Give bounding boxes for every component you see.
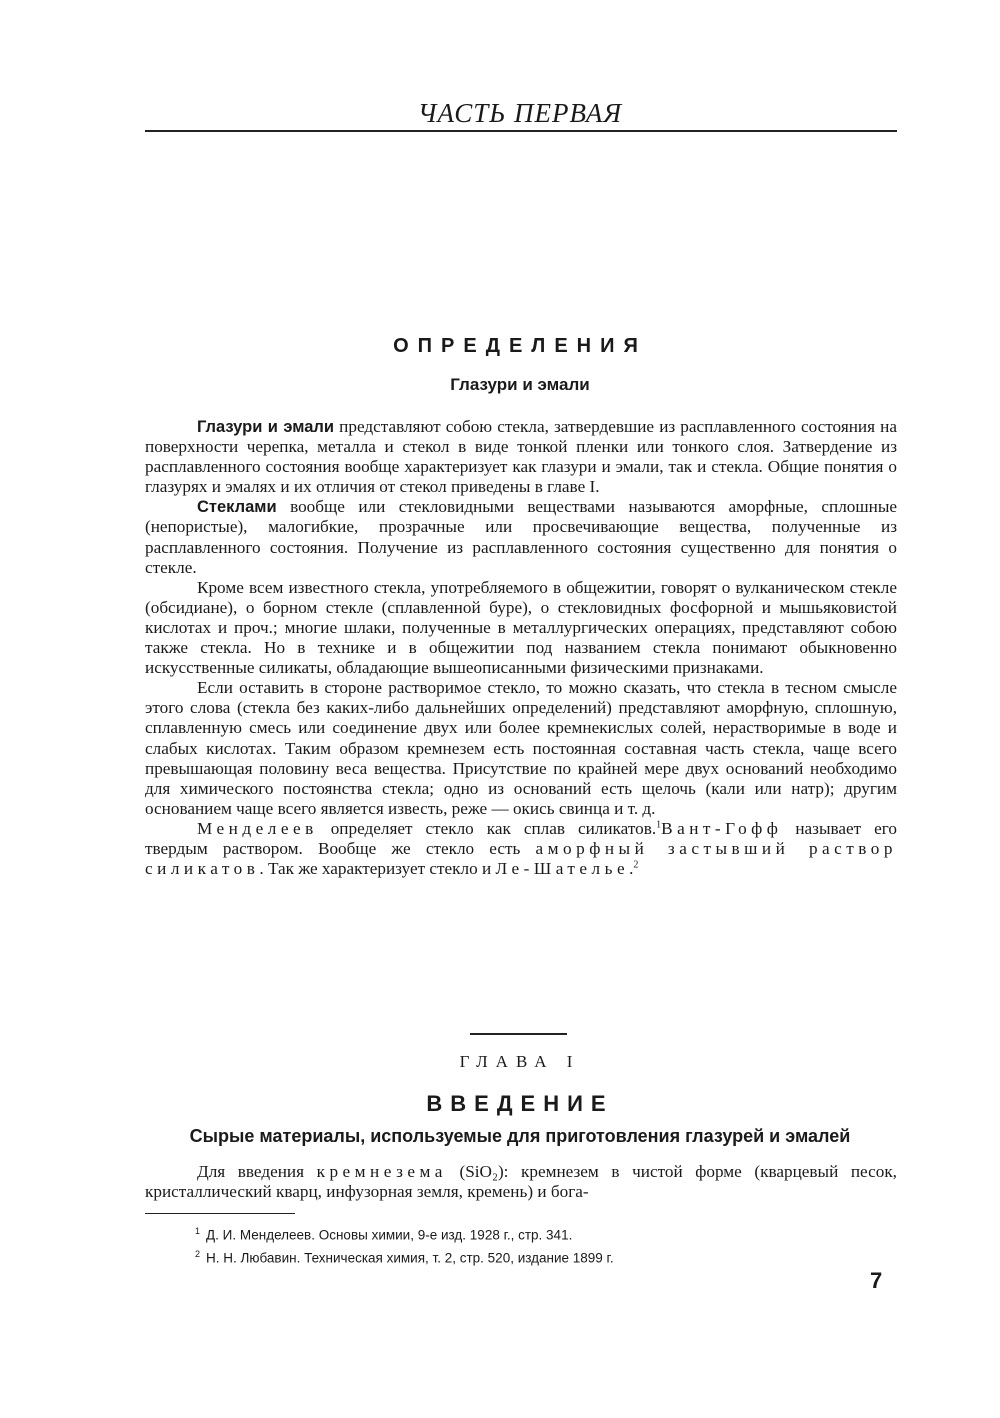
emphasis-text: кремнезема xyxy=(316,1162,447,1181)
paragraph-glazes xyxy=(145,417,897,497)
paragraph-known-glass: Кроме всем известного стекла, употребляемого в общежитии, говорят о вулканическом стекле (обсидиане), о борном стекле (сплавленной буре), о стекловидных фосфорной и мышьяковистой кислотах и проч.; многие шлаки, полученные в металлургических операциях, представляют собою также стекла. Но в технике и в общежитии под названием стекла понимают обыкновенно искусственные силикаты, обладающие вышеописанными физическими признаками. xyxy=(145,577,897,678)
footnote-1 xyxy=(195,1222,614,1245)
author-le-chatelier: Ле-Шателье xyxy=(495,859,630,879)
paragraph-soluble-glass: Если оставить в стороне растворимое стекло, то можно сказать, что стекла в тесном смысле этого слова (стекла без каких-либо дальнейших определений) представляют аморфную, сплошную, сплавленную смесь или соединение двух или более кремнекислых солей, нерастворимые в воде и слабых кислотах. Таким образом кремнезем есть постоянная составная часть стекла, чаще всего превышающая половину веса вещества. Присутствие по крайней мере двух оснований необходимо для химического постоянства стекла; одно из оснований есть щелочь (кали или натр); другим основанием чаще всего является известь, реже — окись свинца и т. д. xyxy=(145,678,897,818)
chapter-label: ГЛАВА I xyxy=(459,1052,581,1071)
paragraph-silica xyxy=(145,1162,897,1202)
author-vant-hoff: Вант-Гофф xyxy=(661,818,783,838)
header-rule xyxy=(145,130,897,132)
paragraph-glasses xyxy=(145,497,897,577)
chapter-title: ВВЕДЕНИЕ xyxy=(426,1091,614,1116)
definitions-title: ОПРЕДЕЛЕНИЯ xyxy=(393,335,647,357)
section-divider xyxy=(470,1033,567,1035)
footnote-text: Н. Н. Любавин. Техническая химия, т. 2, стр. 520, издание 1899 г. xyxy=(206,1250,614,1265)
footnote-ref[interactable]: 1 xyxy=(656,819,662,831)
footnote-rule xyxy=(145,1213,295,1214)
paragraph-definitions-authors xyxy=(145,819,897,879)
term-glazes: Глазури и эмали xyxy=(197,418,335,436)
paragraph-text: . xyxy=(629,859,634,879)
paragraph-text: Для введения xyxy=(197,1162,317,1181)
footnote-ref[interactable]: 2 xyxy=(633,859,639,871)
paragraph-text: вообще или стекловидными веществами называются аморфные, сплошные (непористые), малогибкие, прозрачные или просвечивающие вещества, полученные из расплавленного состояния. Получение из расплавленного состояния существенно для понятия о стекле. xyxy=(145,497,897,577)
chapter-subtitle: Сырые материалы, используемые для приготовления глазурей и эмалей xyxy=(189,1126,851,1146)
footnotes xyxy=(195,1222,614,1267)
term-glasses: Стеклами xyxy=(197,498,277,517)
paragraph-text: (SiO₂): кремнезем в чистой форме (кварцевый песок, кристаллический кварц, инфузорная земля, кремень) и бога- xyxy=(145,1162,897,1202)
footnote-mark: 1 xyxy=(195,1226,201,1236)
paragraph-text: определяет стекло как сплав силикатов. xyxy=(317,818,657,838)
paragraph-text: . Так же характеризует стекло и xyxy=(259,859,496,879)
paragraph-text: называет его твердым раствором. Вообще же стекло есть xyxy=(145,818,897,858)
paragraph-text: представляют собою стекла, затвердевшие из расплавленного состояния на поверхности черепка, металла и стекол в виде тонкой пленки или тонкого слоя. Затвердение из расплавленного состояния вообще характеризует как глазури и эмали, так и стекла. Общие понятия о глазурях и эмалях и их отличия от стекол приведены в главе I. xyxy=(145,417,897,497)
definitions-text xyxy=(145,417,897,879)
footnote-2 xyxy=(195,1245,614,1268)
author-mendeleev: Менделеев xyxy=(197,818,318,838)
footnote-text: Д. И. Менделеев. Основы химии, 9-е изд. 1928 г., стр. 341. xyxy=(206,1227,573,1243)
chapter-text xyxy=(145,1162,897,1202)
footnote-mark: 2 xyxy=(195,1248,201,1259)
part-title: ЧАСТЬ ПЕРВАЯ xyxy=(417,98,623,128)
page-number: 7 xyxy=(870,1268,883,1293)
definitions-subtitle: Глазури и эмали xyxy=(450,375,590,394)
emphasis-text: аморфный застывший раствор силикатов xyxy=(145,838,897,879)
